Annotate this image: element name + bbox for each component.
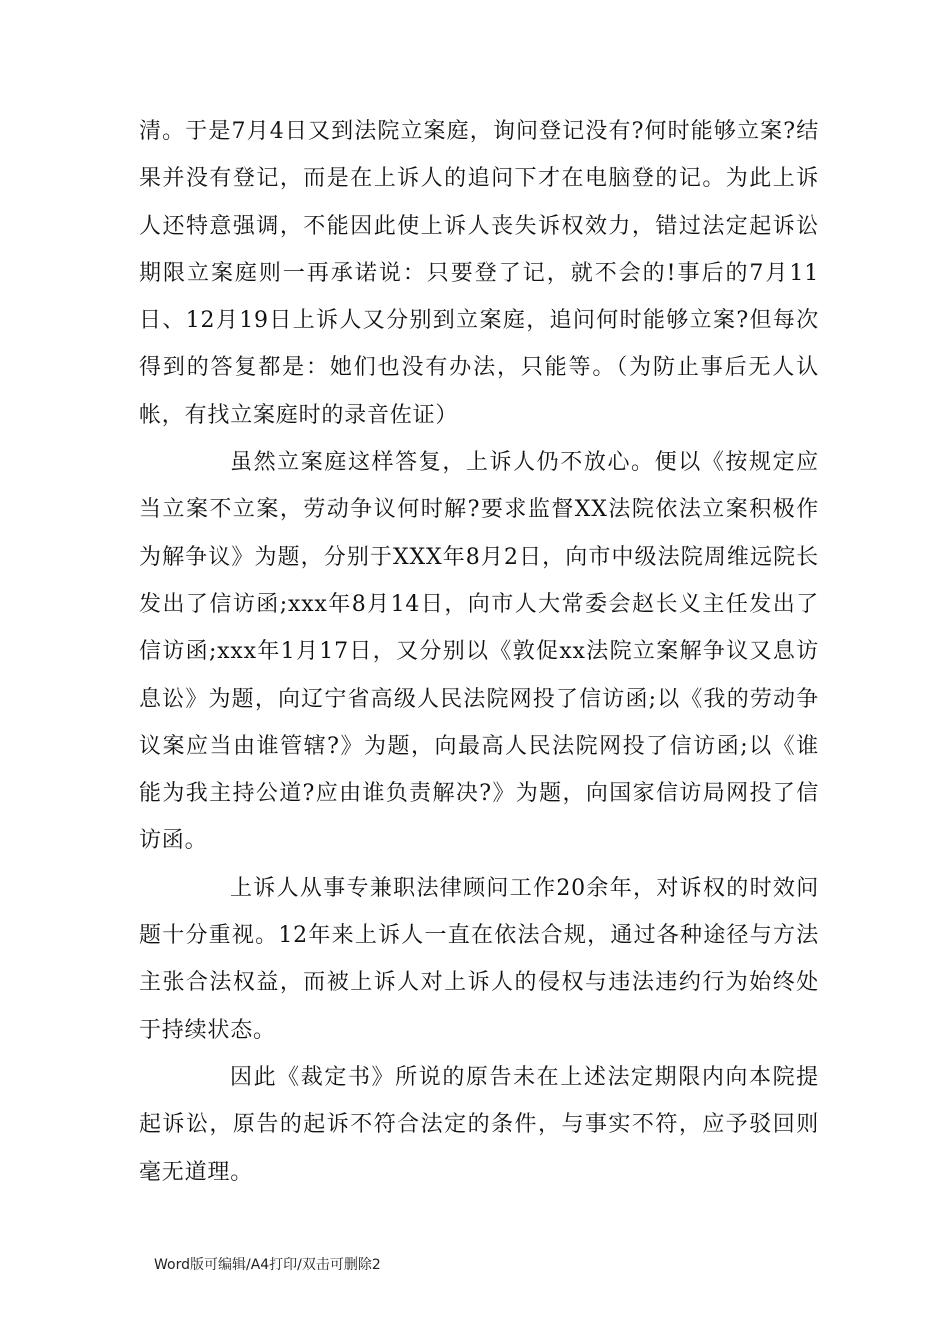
paragraph-continued: 清。于是7月4日又到法院立案庭，询问登记没有?何时能够立案?结果并没有登记，而是在上诉人的追问下才在电脑登的记。为此上诉人还特意强调，不能因此使上诉人丧失诉权效力，错过法定起诉讼期限立案庭则一再承诺说：只要登了记，就不会的!事后的7月11日、12月19日上诉人又分别到立案庭，追问何时能够立案?但每次得到的答复都是：她们也没有办法，只能等。（为防止事后无人认帐，有找立案庭时的录音佐证） bbox=[139, 119, 819, 428]
paragraph-conclusion: 因此《裁定书》所说的原告未在上述法定期限内向本院提起诉讼，原告的起诉不符合法定的条件，与事实不符，应予驳回则毫无道理。 bbox=[139, 1064, 819, 1185]
paragraph-petition-letters: 虽然立案庭这样答复，上诉人仍不放心。便以《按规定应当立案不立案，劳动争议何时解?要求监督XX法院依法立案积极作为解争议》为题，分别于XXX年8月2日，向市中级法院周维远院长发出了信访函;xxx年8月14日，向市人大常委会赵长义主任发出了信访函;xxx年1月17日，又分别以《敦促xx法院立案解争议又息访息讼》为题，向辽宁省高级人民法院网投了信访函;以《我的劳动争议案应当由谁管辖?》为题，向最高人民法院网投了信访函;以《谁能为我主持公道?应由谁负责解决?》为题，向国家信访局网投了信访函。 bbox=[139, 450, 819, 854]
page-footer: Word版可编辑/A4打印/双击可删除2 bbox=[154, 1257, 381, 1273]
paragraph-statute-of-limitations: 上诉人从事专兼职法律顾问工作20余年，对诉权的时效问题十分重视。12年来上诉人一直在依法合规，通过各种途径与方法主张合法权益，而被上诉人对上诉人的侵权与违法违约行为始终处于持续状态。 bbox=[139, 875, 819, 1043]
document-body bbox=[139, 108, 819, 1196]
